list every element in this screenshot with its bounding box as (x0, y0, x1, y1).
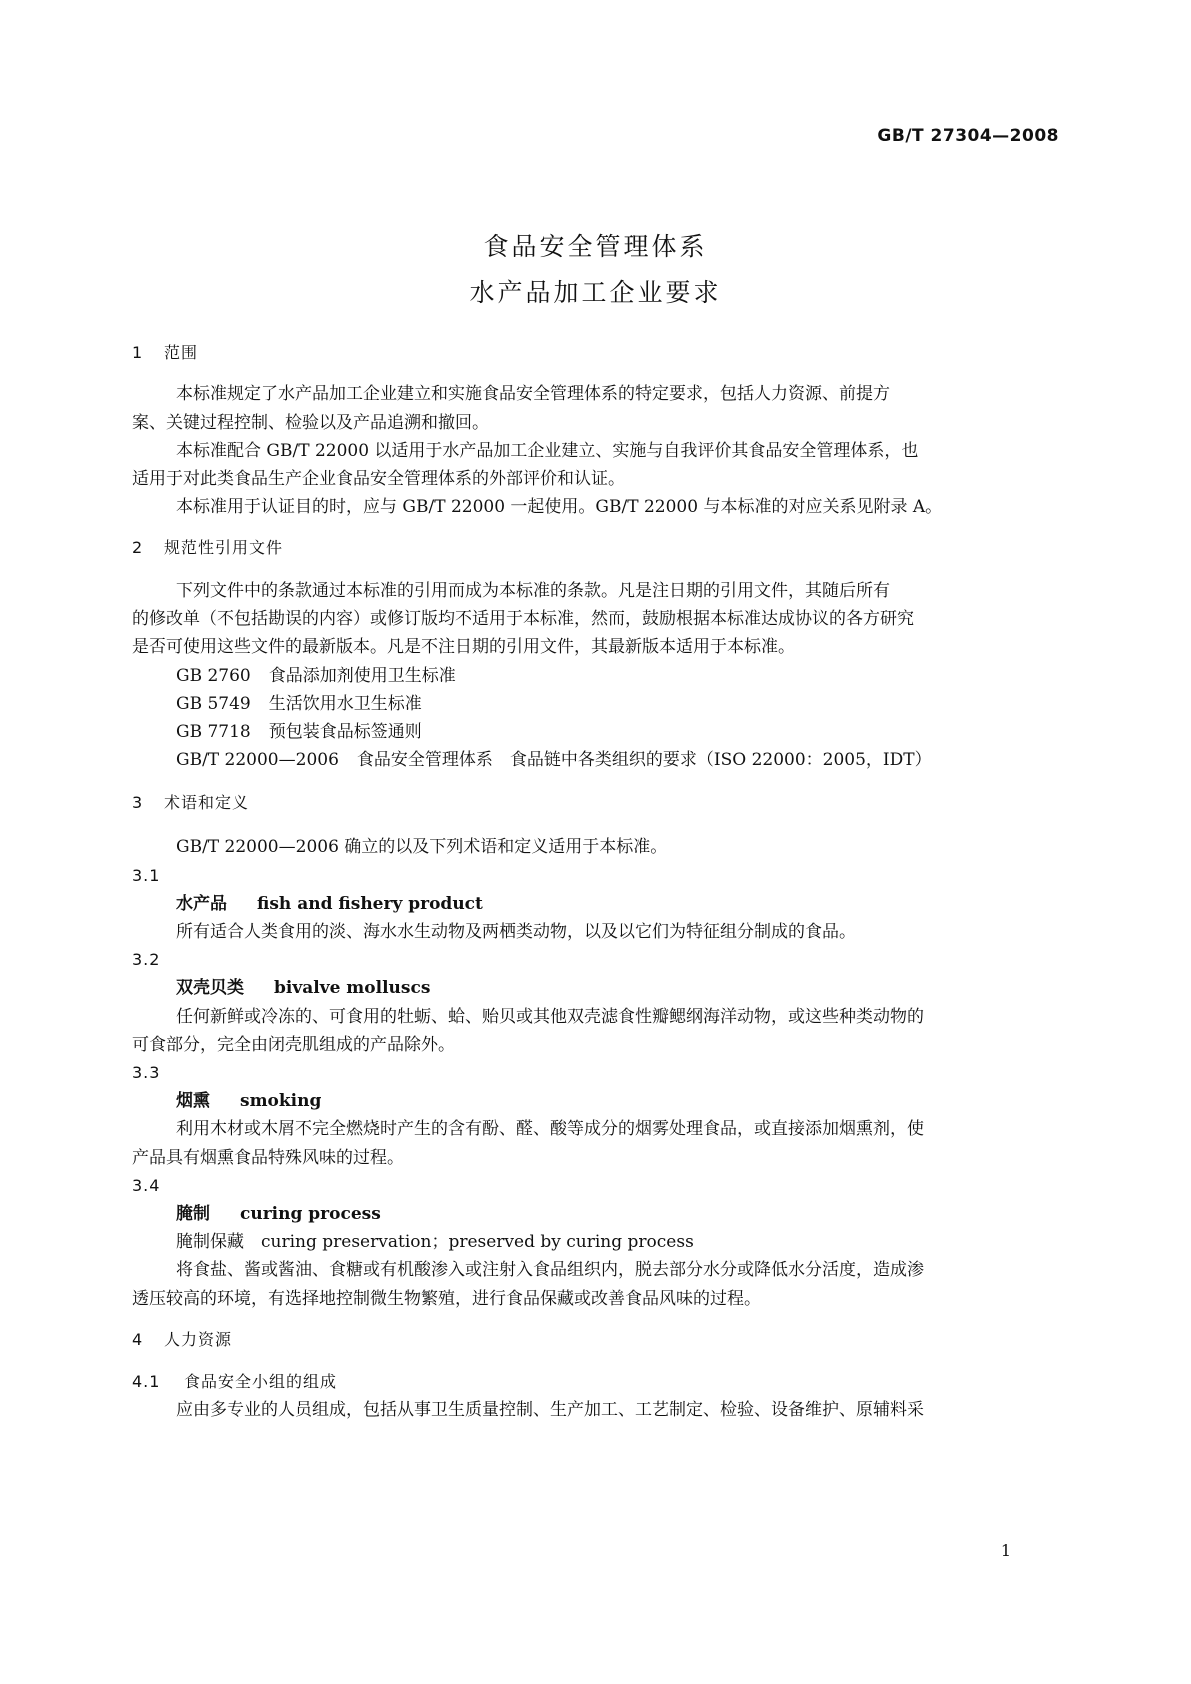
reference-title: 食品添加剂使用卫生标准 (268, 666, 456, 686)
term-definition: 所有适合人类食用的淡、海水水生动物及两栖类动物，以及以它们为特征组分制成的食品。 (176, 922, 856, 942)
section-3-heading (132, 792, 1060, 814)
paragraph-line: 本标准配合 GB/T 22000 以适用于水产品加工企业建立、实施与自我评价其食品安全管理体系，也 (176, 441, 919, 461)
section-2-heading (132, 537, 1060, 559)
term-definition: 利用木材或木屑不完全燃烧时产生的含有酚、醛、酸等成分的烟雾处理食品，或直接添加烟熏剂，使 (176, 1119, 924, 1139)
page-number: 1 (1000, 1541, 1011, 1560)
normative-reference (176, 749, 1104, 771)
reference-title: 生活饮用水卫生标准 (268, 694, 422, 714)
term-definition: 可食部分，完全由闭壳肌组成的产品除外。 (132, 1035, 455, 1055)
term-definition: 透压较高的环境，有选择地控制微生物繁殖，进行食品保藏或改善食品风味的过程。 (132, 1289, 761, 1309)
subsection-number: 4.1 (132, 1372, 161, 1391)
term-en: fish and fishery product (257, 894, 483, 914)
term-definition: 任何新鲜或冷冻的、可食用的牡蛎、蛤、贻贝或其他双壳滤食性瓣鳃纲海洋动物，或这些种类动物的 (176, 1007, 924, 1027)
term-heading (176, 1090, 1104, 1112)
reference-code: GB 5749 (176, 694, 251, 714)
term-number: 3.4 (132, 1176, 161, 1195)
section-title: 人力资源 (164, 1330, 233, 1349)
term-synonym: 腌制保藏 curing preservation；preserved by curing process (176, 1232, 694, 1252)
term-zh: 双壳贝类 (176, 978, 244, 998)
term-zh: 腌制 (176, 1204, 210, 1224)
section-4-heading (132, 1329, 1060, 1351)
paragraph-line: 的修改单（不包括勘误的内容）或修订版均不适用于本标准，然而，鼓励根据本标准达成协议的各方研究 (132, 609, 914, 629)
normative-reference (176, 665, 1104, 687)
term-heading (176, 977, 1104, 999)
paragraph-line: 应由多专业的人员组成，包括从事卫生质量控制、生产加工、工艺制定、检验、设备维护、原辅料采 (176, 1400, 924, 1420)
term-heading (176, 893, 1104, 915)
paragraph-line: 案、关键过程控制、检验以及产品追溯和撤回。 (132, 413, 489, 433)
reference-code: GB 2760 (176, 666, 251, 686)
reference-code: GB/T 22000—2006 (176, 750, 339, 770)
term-number: 3.2 (132, 950, 161, 969)
paragraph-line: 是否可使用这些文件的最新版本。凡是不注日期的引用文件，其最新版本适用于本标准。 (132, 637, 795, 657)
reference-title: 食品安全管理体系 食品链中各类组织的要求（ISO 22000：2005，IDT） (356, 750, 932, 770)
subsection-4-1-heading (132, 1371, 1060, 1393)
normative-reference (176, 693, 1104, 715)
section-number: 1 (132, 343, 144, 362)
term-definition: 产品具有烟熏食品特殊风味的过程。 (132, 1148, 404, 1168)
section-number: 2 (132, 538, 144, 557)
reference-title: 预包装食品标签通则 (268, 722, 422, 742)
standard-number: GB/T 27304—2008 (877, 126, 1059, 146)
paragraph-line: 本标准用于认证目的时，应与 GB/T 22000 一起使用。GB/T 22000 与本标准的对应关系见附录 A。 (176, 497, 943, 517)
paragraph-line: GB/T 22000—2006 确立的以及下列术语和定义适用于本标准。 (176, 837, 668, 857)
term-number: 3.3 (132, 1063, 161, 1082)
section-number: 3 (132, 793, 144, 812)
term-en: curing process (240, 1204, 381, 1224)
term-number: 3.1 (132, 866, 161, 885)
normative-reference (176, 721, 1104, 743)
term-zh: 水产品 (176, 894, 227, 914)
term-en: smoking (240, 1091, 322, 1111)
section-title: 范围 (164, 343, 199, 362)
term-zh: 烟熏 (176, 1091, 210, 1111)
reference-code: GB 7718 (176, 722, 251, 742)
section-number: 4 (132, 1330, 144, 1349)
section-title: 规范性引用文件 (164, 538, 284, 557)
section-title: 术语和定义 (164, 793, 250, 812)
section-1-heading (132, 342, 1060, 364)
term-heading (176, 1203, 1104, 1225)
term-definition: 将食盐、酱或酱油、食糖或有机酸渗入或注射入食品组织内，脱去部分水分或降低水分活度，造成渗 (176, 1260, 924, 1280)
document-subtitle: 水产品加工企业要求 (469, 278, 722, 307)
paragraph-line: 本标准规定了水产品加工企业建立和实施食品安全管理体系的特定要求，包括人力资源、前提方 (176, 384, 890, 404)
subsection-title: 食品安全小组的组成 (184, 1372, 338, 1391)
paragraph-line: 适用于对此类食品生产企业食品安全管理体系的外部评价和认证。 (132, 469, 625, 489)
paragraph-line: 下列文件中的条款通过本标准的引用而成为本标准的条款。凡是注日期的引用文件，其随后所有 (176, 581, 890, 601)
document-title: 食品安全管理体系 (483, 232, 708, 261)
term-en: bivalve molluscs (274, 978, 431, 998)
